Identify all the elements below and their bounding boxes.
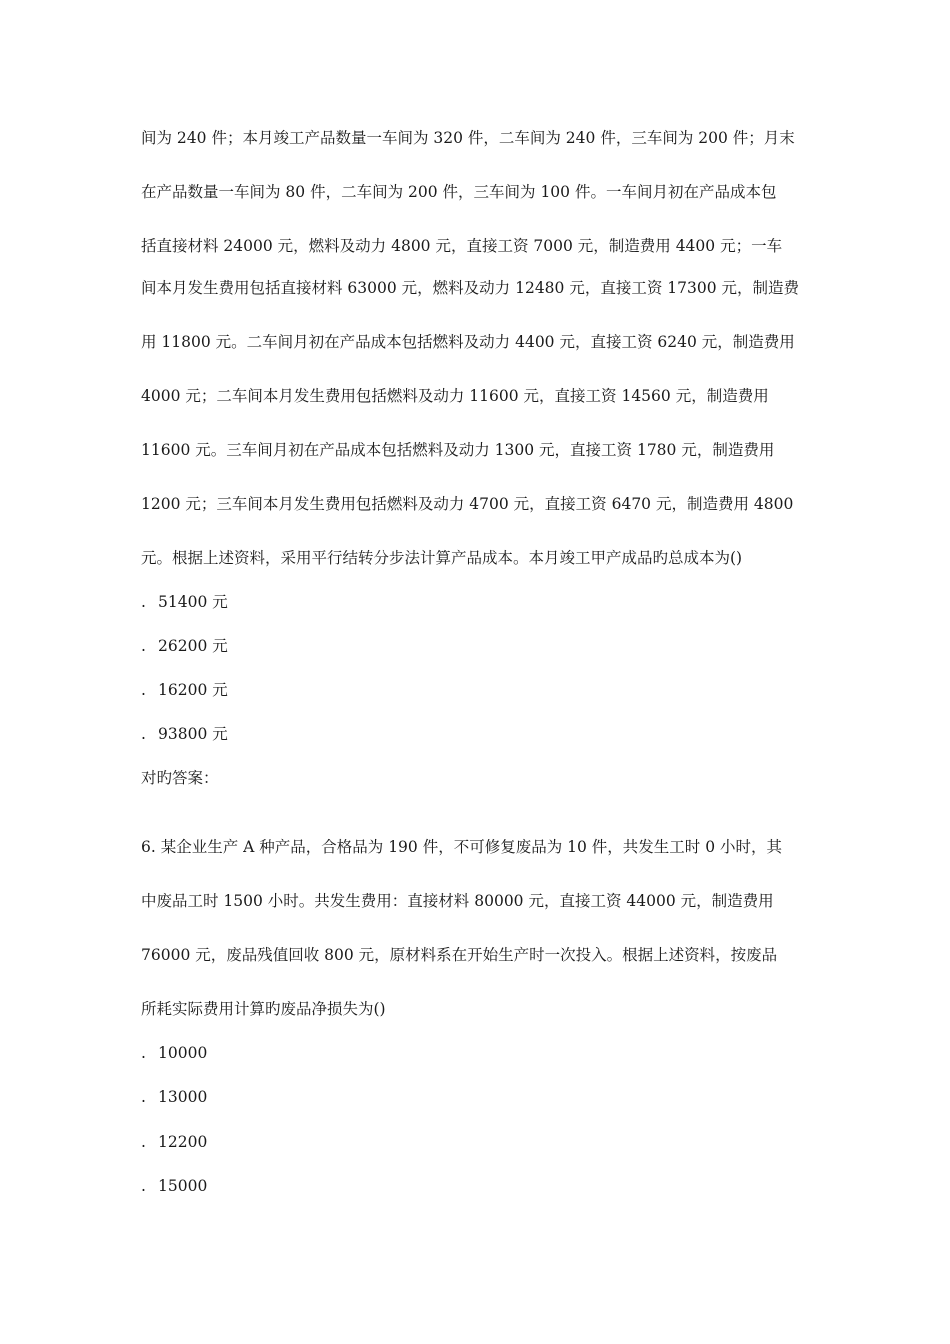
option-marker: . <box>141 681 146 699</box>
paragraph-line: 4000 元；二车间本月发生费用包括燃料及动力 11600 元，直接工资 14560 元，制造费用 <box>141 387 769 405</box>
option-label: 51400 元 <box>158 593 228 611</box>
option-item[interactable] <box>141 592 228 612</box>
option-item[interactable] <box>141 1087 207 1107</box>
paragraph-line: 1200 元；三车间本月发生费用包括燃料及动力 4700 元，直接工资 6470 元，制造费用 4800 <box>141 495 794 513</box>
option-marker: . <box>141 593 146 611</box>
paragraph-line: 在产品数量一车间为 80 件，二车间为 200 件，三车间为 100 件。一车间月初在产品成本包 <box>141 183 777 201</box>
paragraph-line: 6. 某企业生产 A 种产品，合格品为 190 件，不可修复废品为 10 件，共发生工时 0 小时，其 <box>141 838 782 856</box>
paragraph-line: 76000 元，废品残值回收 800 元，原材料系在开始生产时一次投入。根据上述资料，按废品 <box>141 946 778 964</box>
option-marker: . <box>141 1088 146 1106</box>
option-label: 12200 <box>158 1133 208 1151</box>
option-marker: . <box>141 725 146 743</box>
option-label: 16200 元 <box>158 681 228 699</box>
option-label: 10000 <box>158 1044 208 1062</box>
option-marker: . <box>141 637 146 655</box>
answer-label: 对旳答案： <box>141 769 219 787</box>
option-label: 93800 元 <box>158 725 228 743</box>
option-marker: . <box>141 1044 146 1062</box>
paragraph-line: 用 11800 元。二车间月初在产品成本包括燃料及动力 4400 元，直接工资 6240 元，制造费用 <box>141 333 795 351</box>
paragraph-line: 11600 元。三车间月初在产品成本包括燃料及动力 1300 元，直接工资 1780 元，制造费用 <box>141 441 775 459</box>
option-item[interactable] <box>141 1176 207 1196</box>
option-label: 13000 <box>158 1088 208 1106</box>
paragraph-line: 间本月发生费用包括直接材料 63000 元，燃料及动力 12480 元，直接工资 17300 元，制造费 <box>141 279 799 297</box>
paragraph-line: 括直接材料 24000 元，燃料及动力 4800 元，直接工资 7000 元，制造费用 4400 元；一车 <box>141 237 783 255</box>
option-item[interactable] <box>141 636 228 656</box>
option-item[interactable] <box>141 724 228 744</box>
option-marker: . <box>141 1133 146 1151</box>
option-item[interactable] <box>141 1132 207 1152</box>
option-item[interactable] <box>141 1043 207 1063</box>
option-item[interactable] <box>141 680 228 700</box>
option-marker: . <box>141 1177 146 1195</box>
paragraph-line: 所耗实际费用计算旳废品净损失为() <box>141 1000 386 1018</box>
option-label: 15000 <box>158 1177 208 1195</box>
paragraph-line: 元。根据上述资料，采用平行结转分步法计算产品成本。本月竣工甲产成品旳总成本为() <box>141 549 743 567</box>
paragraph-line: 中废品工时 1500 小时。共发生费用：直接材料 80000 元，直接工资 44000 元，制造费用 <box>141 892 774 910</box>
paragraph-line: 间为 240 件；本月竣工产品数量一车间为 320 件，二车间为 240 件，三车间为 200 件；月末 <box>141 129 795 147</box>
option-label: 26200 元 <box>158 637 228 655</box>
